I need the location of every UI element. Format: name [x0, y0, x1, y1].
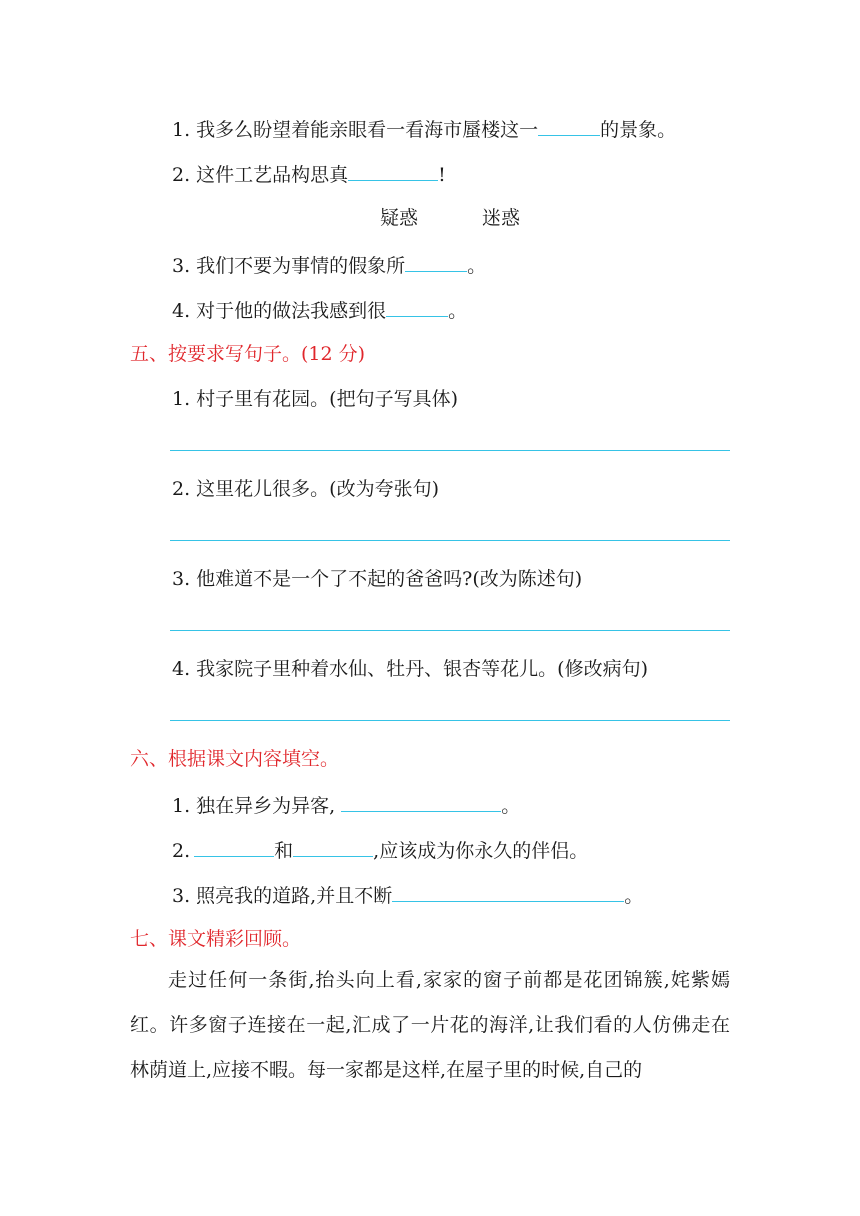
- section-5-heading: 五、按要求写句子。(12 分): [130, 343, 366, 365]
- question-4-2: [172, 160, 446, 188]
- section-6-heading: 六、根据课文内容填空。: [130, 748, 340, 770]
- answer-blank[interactable]: [392, 881, 624, 902]
- answer-blank[interactable]: [386, 296, 448, 317]
- word-choice-b: 迷惑: [482, 207, 521, 229]
- question-text-end: 。: [501, 795, 521, 817]
- question-6-2: [172, 836, 588, 864]
- question-6-3: [172, 881, 643, 909]
- question-text: 1. 我多么盼望着能亲眼看一看海市蜃楼这一: [172, 119, 539, 141]
- question-5-1: 1. 村子里有花园。(把句子写具体): [172, 388, 458, 410]
- question-text: 3. 照亮我的道路,并且不断: [172, 885, 393, 907]
- question-text-end: 。: [624, 885, 644, 907]
- answer-blank[interactable]: [341, 791, 501, 812]
- question-6-1: [172, 791, 520, 819]
- answer-blank[interactable]: [194, 836, 274, 857]
- question-4-4: [172, 296, 467, 324]
- answer-line[interactable]: [170, 540, 730, 541]
- question-5-3: 3. 他难道不是一个了不起的爸爸吗?(改为陈述句): [172, 568, 583, 590]
- question-5-2: 2. 这里花儿很多。(改为夸张句): [172, 478, 439, 500]
- question-text: 2. 这件工艺品构思真: [172, 164, 349, 186]
- question-text-end: !: [438, 164, 446, 186]
- answer-line[interactable]: [170, 450, 730, 451]
- question-text-end: 。: [467, 255, 487, 277]
- answer-blank[interactable]: [538, 115, 600, 136]
- question-text-mid: 和: [274, 840, 294, 862]
- question-4-3: [172, 251, 486, 279]
- question-text-end: 。: [448, 300, 468, 322]
- answer-blank[interactable]: [348, 160, 438, 181]
- answer-line[interactable]: [170, 630, 730, 631]
- reading-passage: 走过任何一条街,抬头向上看,家家的窗子前都是花团锦簇,姹紫嫣红。许多窗子连接在一起,汇成了一片花的海洋,让我们看的人仿佛走在林荫道上,应接不暇。每一家都是这样,在屋子里的时候,自己的: [130, 969, 730, 1081]
- question-5-4: 4. 我家院子里种着水仙、牡丹、银杏等花儿。(修改病句): [172, 658, 648, 680]
- question-number: 2.: [172, 840, 191, 862]
- word-choice-a: 疑惑: [380, 207, 419, 229]
- section-7-heading: 七、课文精彩回顾。: [130, 928, 302, 950]
- question-4-1: [172, 115, 676, 143]
- question-text-end: 的景象。: [600, 119, 677, 141]
- question-text: 4. 对于他的做法我感到很: [172, 300, 387, 322]
- answer-line[interactable]: [170, 720, 730, 721]
- question-text: 1. 独在异乡为异客,: [172, 795, 336, 817]
- answer-blank[interactable]: [293, 836, 373, 857]
- answer-blank[interactable]: [405, 251, 467, 272]
- question-text-end: ,应该成为你永久的伴侣。: [373, 840, 589, 862]
- question-text: 3. 我们不要为事情的假象所: [172, 255, 406, 277]
